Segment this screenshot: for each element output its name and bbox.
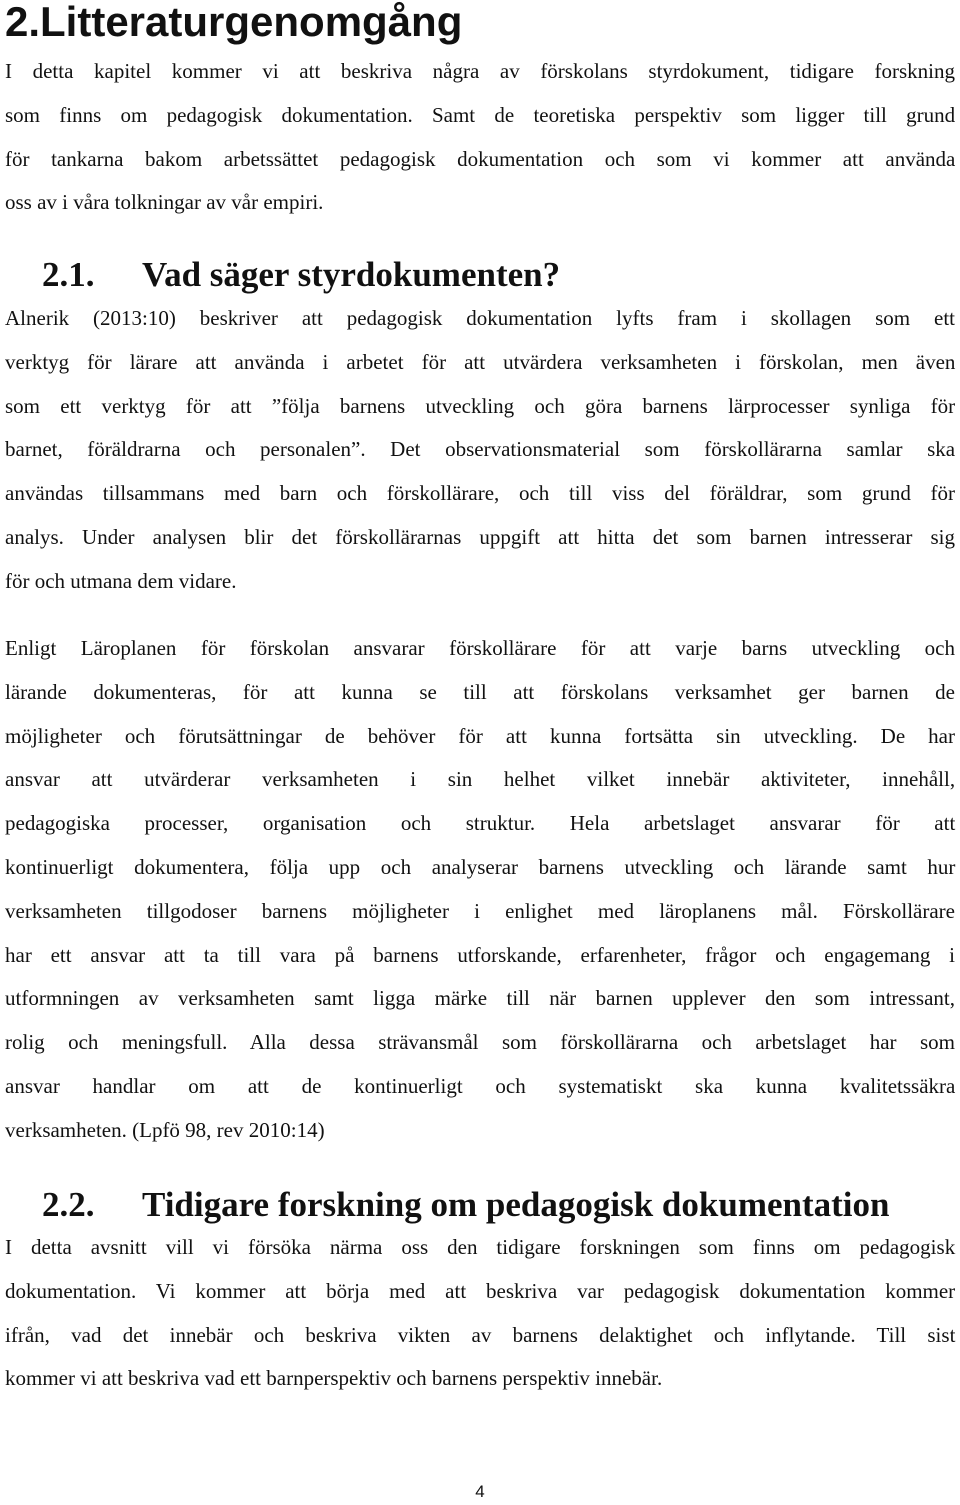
paragraph-line: kontinuerligt dokumentera, följa upp och analyserar barnens utveckling och lärande samt hur <box>5 854 956 879</box>
paragraph-line: som ett verktyg för att ”följa barnens utveckling och göra barnens lärprocesser synliga för <box>5 393 956 418</box>
paragraph-line: verksamheten tillgodoser barnens möjligheter i enlighet med läroplanens mål. Förskollärare <box>5 898 955 923</box>
paragraph-line: I detta kapitel kommer vi att beskriva några av förskolans styrdokument, tidigare forskning <box>5 59 955 83</box>
chapter-heading: 2.Litteraturgenomgång <box>5 0 463 45</box>
paragraph-line: användas tillsammans med barn och förskollärare, och till viss del föräldrar, som grund för <box>5 481 955 506</box>
section-title: Tidigare forskning om pedagogisk dokumentation <box>142 1185 890 1224</box>
section-2-1-paragraph-2 <box>5 627 955 1153</box>
paragraph-line: lärande dokumenteras, för att kunna se till att förskolans verksamhet ger barnen de <box>5 679 955 704</box>
chapter-intro-paragraph <box>5 50 955 225</box>
paragraph-line: som finns om pedagogisk dokumentation. Samt de teoretiska perspektiv som ligger till grund <box>5 102 956 127</box>
section-2-1-paragraph-1 <box>5 297 955 604</box>
paragraph-line: I detta avsnitt vill vi försöka närma oss den tidigare forskningen som finns om pedagogisk <box>5 1235 956 1259</box>
paragraph-line: verktyg för lärare att använda i arbetet för att utvärdera verksamheten i förskolan, men även <box>5 349 956 374</box>
paragraph-line: dokumentation. Vi kommer att börja med att beskriva var pedagogisk dokumentation kommer <box>5 1278 956 1303</box>
paragraph-line: Enligt Läroplanen för förskolan ansvarar förskollärare för att varje barns utveckling och <box>5 636 955 660</box>
paragraph-line: oss av i våra tolkningar av vår empiri. <box>5 190 324 215</box>
page-number: 4 <box>475 1482 485 1501</box>
paragraph-line: verksamheten. (Lpfö 98, rev 2010:14) <box>5 1117 325 1142</box>
section-number: 2.2. <box>42 1185 95 1224</box>
section-number: 2.1. <box>42 255 95 294</box>
paragraph-line: pedagogiska processer, organisation och struktur. Hela arbetslaget ansvarar för att <box>5 811 956 836</box>
paragraph-line: möjligheter och förutsättningar de behöver för att kunna fortsätta sin utveckling. De har <box>5 723 955 748</box>
section-title: Vad säger styrdokumenten? <box>142 255 561 294</box>
paragraph-line: barnet, föräldrarna och personalen”. Det observationsmaterial som förskollärarna samlar ska <box>5 437 956 462</box>
paragraph-line: för tankarna bakom arbetssättet pedagogisk dokumentation och som vi kommer att använda <box>5 146 956 171</box>
paragraph-line: för och utmana dem vidare. <box>5 568 237 593</box>
paragraph-line: kommer vi att beskriva vad ett barnperspektiv och barnens perspektiv innebär. <box>5 1366 663 1391</box>
paragraph-line: Alnerik (2013:10) beskriver att pedagogisk dokumentation lyfts fram i skollagen som ett <box>5 306 955 330</box>
paragraph-line: analys. Under analysen blir det förskollärarnas uppgift att hitta det som barnen intresserar sig <box>5 524 955 549</box>
paragraph-line: har ett ansvar att ta till vara på barnens utforskande, erfarenheter, frågor och engagemang i <box>5 942 955 967</box>
section-2-2-paragraph <box>5 1226 955 1401</box>
paragraph-line: ifrån, vad det innebär och beskriva vikten av barnens delaktighet och inflytande. Till sist <box>5 1322 956 1347</box>
paragraph-line: utformningen av verksamheten samt ligga märke till när barnen upplever den som intressant, <box>5 986 955 1011</box>
paragraph-line: rolig och meningsfull. Alla dessa strävansmål som förskollärarna och arbetslaget har som <box>5 1030 955 1055</box>
paragraph-line: ansvar att utvärderar verksamheten i sin helhet vilket innebär aktiviteter, innehåll, <box>5 767 956 792</box>
paragraph-line: ansvar handlar om att de kontinuerligt och systematiskt ska kunna kvalitetssäkra <box>5 1073 956 1098</box>
